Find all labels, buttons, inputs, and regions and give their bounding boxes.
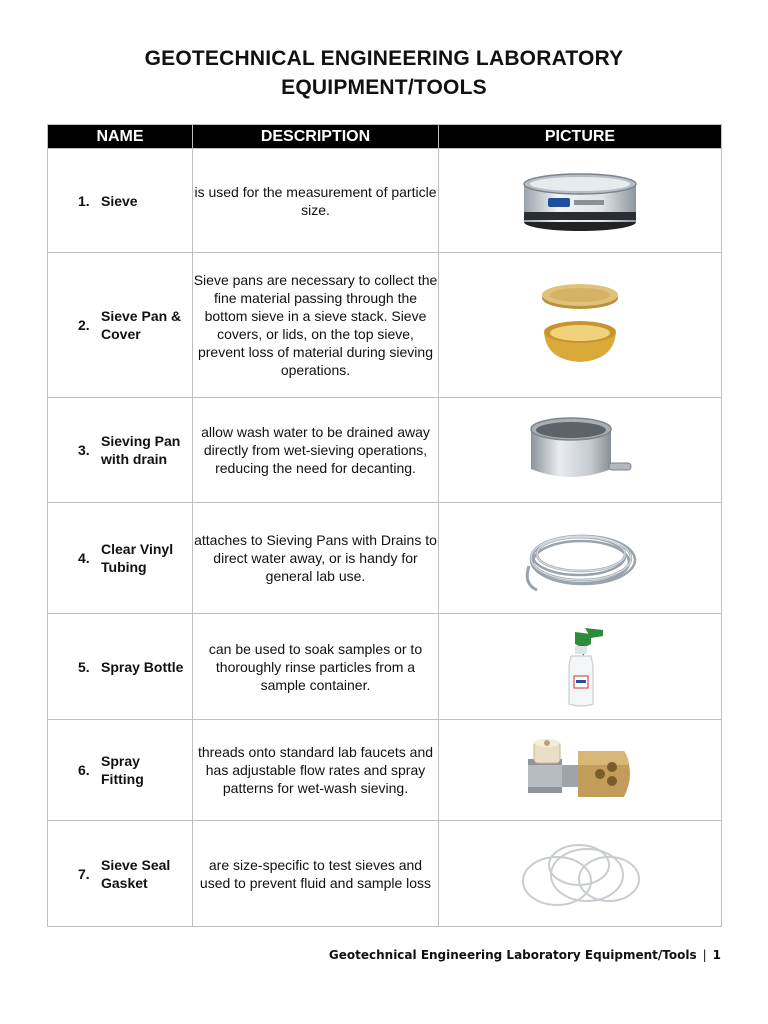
row-number: 1.	[78, 192, 90, 209]
header-description: DESCRIPTION	[193, 125, 439, 149]
table-row	[48, 720, 722, 821]
description-cell: is used for the measurement of particle size.	[193, 149, 439, 253]
picture-cell	[439, 149, 722, 253]
name-cell	[48, 821, 193, 927]
row-number: 4.	[78, 550, 90, 566]
equipment-name: Sieve Seal Gasket	[101, 856, 171, 891]
page-title	[0, 44, 768, 102]
name-cell	[48, 503, 193, 614]
picture-cell	[439, 821, 722, 927]
title-line-1: GEOTECHNICAL ENGINEERING LABORATORY	[144, 47, 624, 70]
picture-cell	[439, 720, 722, 821]
description-cell: allow wash water to be drained away directly from wet-sieving operations, reducing the need for decanting.	[193, 398, 439, 503]
sieving-pan-drain-icon	[525, 413, 635, 487]
picture-cell	[439, 253, 722, 398]
name-cell	[48, 398, 193, 503]
sieve-icon	[518, 168, 642, 234]
equipment-name: Sieving Pan with drain	[101, 433, 181, 467]
equipment-name: Spray Bottle	[101, 658, 184, 675]
row-number: 2.	[78, 317, 90, 333]
description-cell: attaches to Sieving Pans with Drains to direct water away, or is handy for general lab use.	[193, 503, 439, 614]
title-line-2: EQUIPMENT/TOOLS	[281, 76, 487, 99]
name-cell	[48, 149, 193, 253]
row-number: 7.	[78, 865, 90, 882]
table-row	[48, 398, 722, 503]
vinyl-tubing-icon	[521, 518, 639, 598]
sieve-pan-cover-icon	[532, 280, 628, 370]
picture-cell	[439, 503, 722, 614]
description-cell: threads onto standard lab faucets and has adjustable flow rates and spray patterns for wet-wash sieving.	[193, 720, 439, 821]
row-number: 5.	[78, 658, 90, 675]
spray-fitting-icon	[520, 735, 640, 805]
description-cell: can be used to soak samples or to thoroughly rinse particles from a sample container.	[193, 614, 439, 720]
picture-cell	[439, 614, 722, 720]
footer-text: Geotechnical Engineering Laboratory Equipment/Tools	[328, 948, 697, 962]
spray-bottle-icon	[545, 626, 615, 708]
row-number: 3.	[78, 442, 90, 458]
name-cell	[48, 614, 193, 720]
page-footer	[329, 948, 721, 962]
header-name: NAME	[48, 125, 193, 149]
name-cell	[48, 720, 193, 821]
equipment-name: Sieve	[101, 192, 138, 209]
equipment-table	[47, 124, 722, 927]
equipment-name: Spray Fitting	[101, 753, 144, 787]
equipment-name: Sieve Pan & Cover	[101, 308, 182, 342]
header-picture: PICTURE	[439, 125, 722, 149]
table-row	[48, 253, 722, 398]
table-row	[48, 503, 722, 614]
picture-cell	[439, 398, 722, 503]
gasket-icon	[517, 835, 643, 913]
description-cell: Sieve pans are necessary to collect the fine material passing through the bottom sieve in a sieve stack. Sieve covers, or lids, on the top sieve, prevent loss of material during sieving operations.	[193, 253, 439, 398]
table-row	[48, 821, 722, 927]
table-row	[48, 149, 722, 253]
description-cell: are size-specific to test sieves and used to prevent fluid and sample loss	[193, 821, 439, 927]
page-number: 1	[712, 948, 721, 962]
row-number: 6.	[78, 762, 90, 778]
equipment-name: Clear Vinyl Tubing	[101, 541, 174, 575]
table-row	[48, 614, 722, 720]
footer-separator: |	[702, 948, 707, 962]
name-cell	[48, 253, 193, 398]
table-header-row	[48, 125, 722, 149]
